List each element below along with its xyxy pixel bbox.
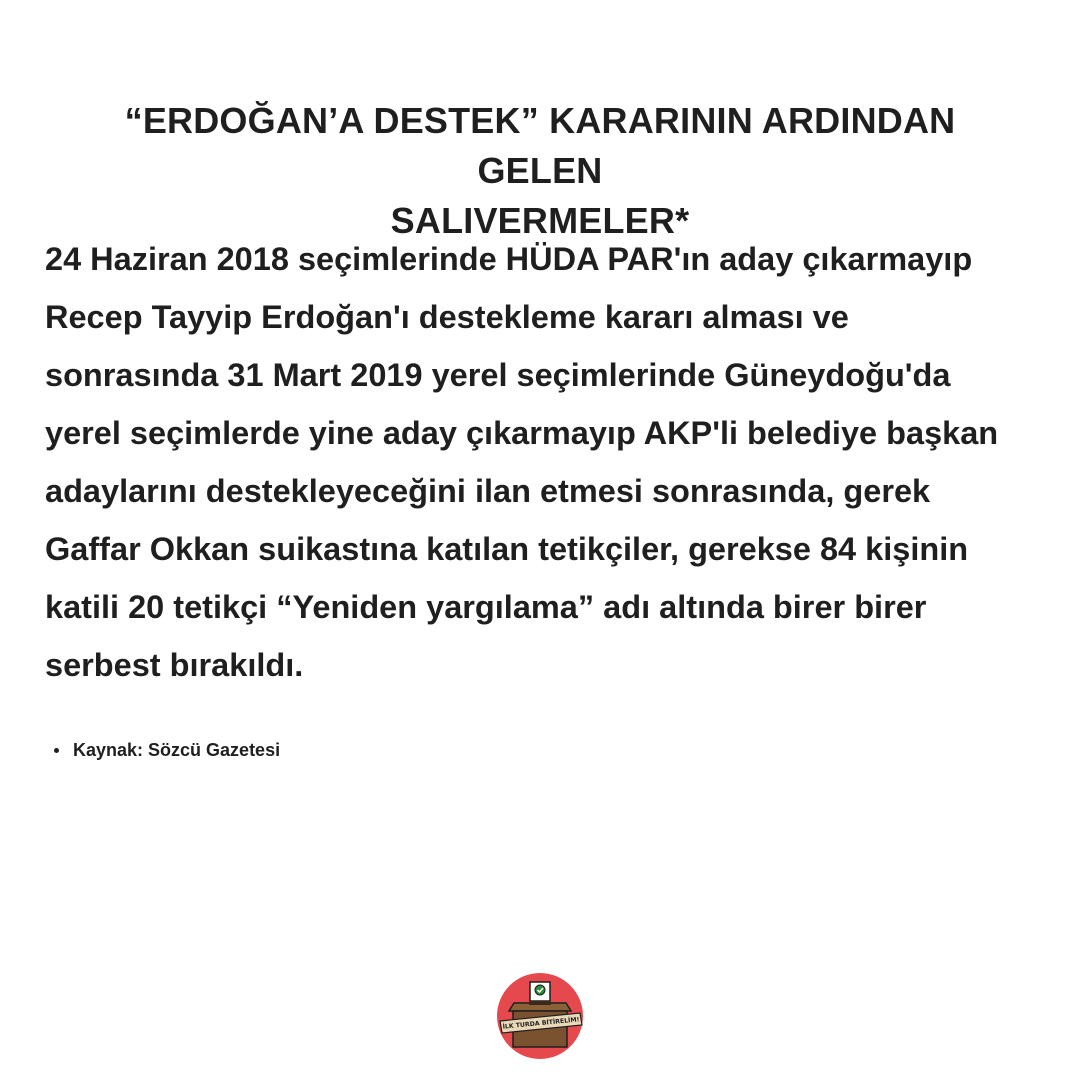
bullet-icon: [54, 748, 59, 753]
headline-line-1: “ERDOĞAN’A DESTEK” KARARININ ARDINDAN GELEN: [124, 100, 956, 191]
body-line: Recep Tayyip Erdoğan'ı destekleme kararı alması ve: [45, 299, 849, 335]
headline-line-2: SALIVERMELER*: [390, 200, 690, 241]
body-line: adaylarını destekleyeceğini ilan etmesi sonrasında, gerek: [45, 473, 931, 509]
body-line: serbest bırakıldı.: [45, 647, 304, 683]
headline: [60, 96, 1020, 246]
source-item: [54, 740, 280, 761]
body-line: 24 Haziran 2018 seçimlerinde HÜDA PAR'ın aday çıkarmayıp: [45, 241, 973, 277]
source-list: [54, 740, 280, 761]
body-line: yerel seçimlerde yine aday çıkarmayıp AKP'li belediye başkan: [45, 415, 999, 451]
body-paragraph: [45, 230, 1045, 694]
check-stamp-icon: [535, 985, 545, 995]
source-text: Kaynak: Sözcü Gazetesi: [73, 740, 281, 760]
logo-banner-text: İLK TURDA BİTİRELİM!: [502, 1016, 580, 1031]
body-line: Gaffar Okkan suikastına katılan tetikçiler, gerekse 84 kişinin: [45, 531, 969, 567]
body-line: katili 20 tetikçi “Yeniden yargılama” adı altında birer birer: [45, 589, 927, 625]
ballot-box-logo: [497, 973, 583, 1059]
body-line: sonrasında 31 Mart 2019 yerel seçimlerinde Güneydoğu'da: [45, 357, 951, 393]
ballot-slot: [529, 1001, 551, 1005]
